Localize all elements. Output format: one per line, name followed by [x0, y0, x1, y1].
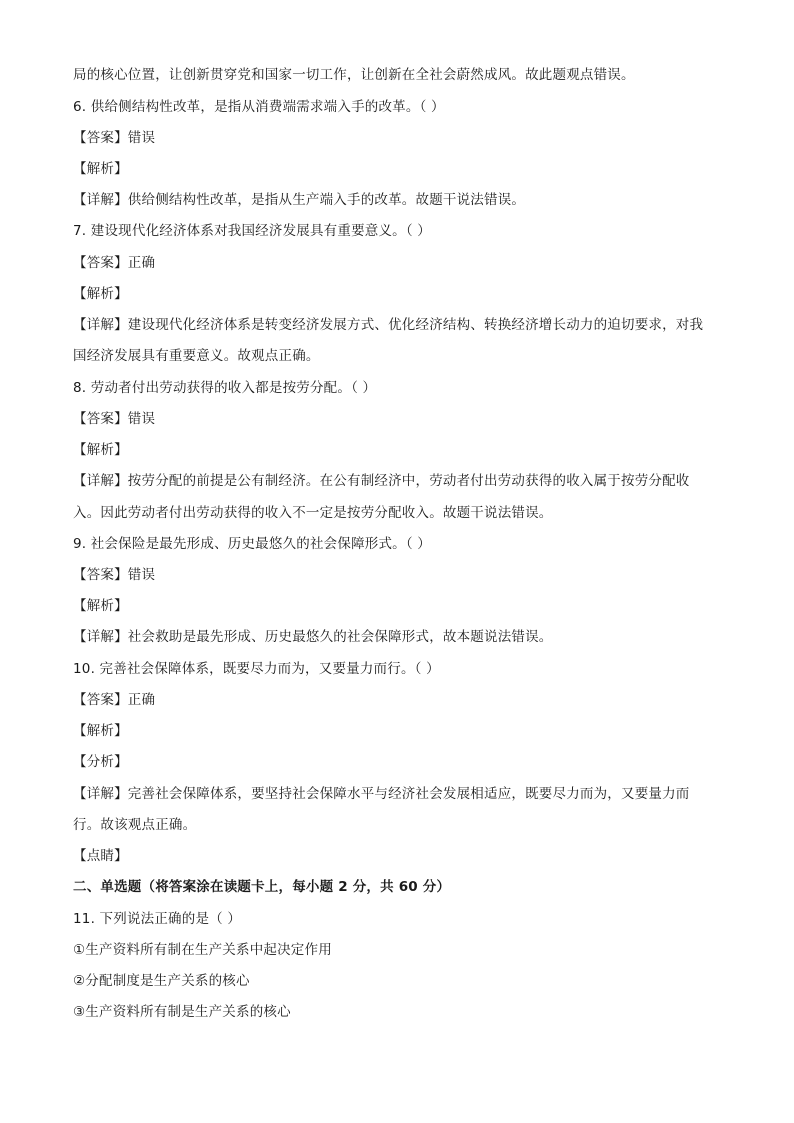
answer-label: 【答案】错误 [73, 130, 156, 146]
detail-text: 【详解】完善社会保障体系，要坚持社会保障水平与经济社会发展相适应，既要尽力而为，又要量力而 [73, 786, 690, 802]
detail-text: 【详解】供给侧结构性改革，是指从生产端入手的改革。故题干说法错误。 [73, 192, 526, 208]
option-3: ③生产资料所有制是生产关系的核心 [73, 1004, 291, 1020]
question-7: 7. 建设现代化经济体系对我国经济发展具有重要意义。（ ） [73, 223, 432, 239]
answer-label: 【答案】正确 [73, 692, 156, 708]
question-8: 8. 劳动者付出劳动获得的收入都是按劳分配。（ ） [73, 380, 377, 396]
option-2: ②分配制度是生产关系的核心 [73, 973, 250, 989]
text-line: 局的核心位置，让创新贯穿党和国家一切工作，让创新在全社会蔚然成风。故此题观点错误。 [73, 67, 635, 83]
detail-text: 【详解】按劳分配的前提是公有制经济。在公有制经济中，劳动者付出劳动获得的收入属于按劳分配收 [73, 473, 690, 489]
answer-label: 【答案】正确 [73, 255, 156, 271]
analysis-label: 【解析】 [73, 723, 128, 739]
option-1: ①生产资料所有制在生产关系中起决定作用 [73, 942, 332, 958]
detail-text-continued: 国经济发展具有重要意义。故观点正确。 [73, 348, 320, 364]
analysis-label: 【解析】 [73, 161, 128, 177]
analysis-sub-label: 【分析】 [73, 754, 128, 770]
analysis-label: 【解析】 [73, 286, 128, 302]
detail-text: 【详解】建设现代化经济体系是转变经济发展方式、优化经济结构、转换经济增长动力的迫切要求，对我 [73, 317, 704, 333]
detail-text-continued: 入。因此劳动者付出劳动获得的收入不一定是按劳分配收入。故题干说法错误。 [73, 505, 553, 521]
analysis-label: 【解析】 [73, 442, 128, 458]
detail-text: 【详解】社会救助是最先形成、历史最悠久的社会保障形式，故本题说法错误。 [73, 629, 553, 645]
analysis-label: 【解析】 [73, 598, 128, 614]
detail-text-continued: 行。故该观点正确。 [73, 817, 197, 833]
answer-label: 【答案】错误 [73, 411, 156, 427]
answer-label: 【答案】错误 [73, 567, 156, 583]
question-6: 6. 供给侧结构性改革，是指从消费端需求端入手的改革。（ ） [73, 99, 445, 115]
question-9: 9. 社会保险是最先形成、历史最悠久的社会保障形式。（ ） [73, 536, 432, 552]
question-10: 10. 完善社会保障体系，既要尽力而为，又要量力而行。（ ） [73, 661, 440, 677]
question-11: 11. 下列说法正确的是（ ） [73, 911, 242, 927]
section-heading: 二、单选题（将答案涂在读题卡上，每小题 2 分，共 60 分） [73, 879, 451, 895]
key-point-label: 【点睛】 [73, 848, 128, 864]
